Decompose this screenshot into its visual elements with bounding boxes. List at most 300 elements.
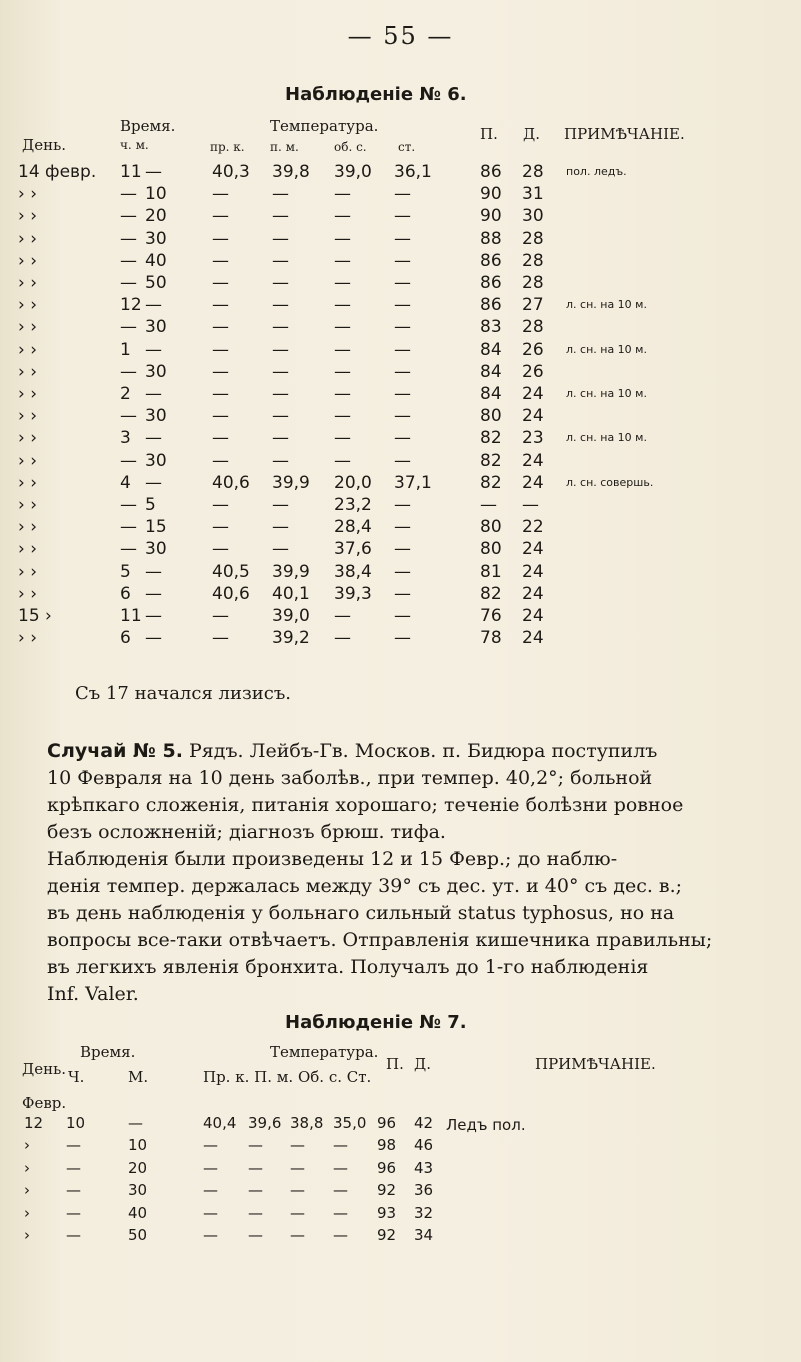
breath-cell: 22 bbox=[522, 517, 544, 538]
breath-cell: 26 bbox=[522, 361, 544, 382]
axilla-temp-cell: — bbox=[272, 317, 289, 338]
day-cell: › › bbox=[18, 361, 38, 382]
minute-cell: — bbox=[145, 472, 162, 493]
ob-temp-cell: — bbox=[290, 1158, 305, 1177]
rectal-temp-cell: — bbox=[212, 606, 229, 626]
day-cell: 15 › bbox=[18, 606, 52, 626]
text-line bbox=[47, 819, 759, 846]
st-temp-cell: — bbox=[394, 428, 411, 449]
rectal-temp-cell: 40,6 bbox=[212, 583, 250, 604]
st-temp-cell: — bbox=[394, 184, 411, 205]
minute-cell: — bbox=[128, 1114, 143, 1132]
header-temperature-sub: Пр. к. П. м. Об. с. Ст. bbox=[203, 1068, 372, 1086]
hour-cell: 1 bbox=[120, 339, 131, 360]
day-cell: › › bbox=[18, 539, 38, 560]
breath-cell: 28 bbox=[522, 273, 544, 293]
line-text: въ день наблюденія у больнаго сильный status typhosus, но на bbox=[47, 902, 675, 924]
header-temperature: Температура. bbox=[270, 117, 379, 135]
text-line bbox=[47, 900, 759, 927]
breath-cell: 32 bbox=[414, 1203, 434, 1222]
header-pulse: П. bbox=[386, 1055, 404, 1073]
st-temp-cell: — bbox=[394, 317, 411, 338]
minute-cell: 10 bbox=[128, 1136, 148, 1155]
st-temp-cell: — bbox=[333, 1203, 348, 1222]
rectal-temp-cell: — bbox=[203, 1181, 218, 1200]
breath-cell: 28 bbox=[522, 228, 544, 249]
hour-cell: 6 bbox=[120, 583, 131, 604]
hour-cell: — bbox=[120, 273, 137, 293]
day-cell: › › bbox=[18, 428, 38, 449]
hour-cell: — bbox=[120, 250, 137, 271]
minute-cell: 50 bbox=[128, 1226, 148, 1244]
line-text: крѣпкаго сложенія, питанія хорошаго; теченіе болѣзни ровное bbox=[47, 794, 684, 816]
axilla-temp-cell: 39,9 bbox=[272, 561, 310, 582]
minute-cell: — bbox=[145, 162, 162, 182]
pulse-cell: 84 bbox=[480, 384, 502, 404]
pulse-cell: 82 bbox=[480, 428, 502, 449]
rectal-temp-cell: — bbox=[212, 317, 229, 338]
observation-7-heading: Наблюденіе № 7. bbox=[285, 1012, 467, 1033]
rectal-temp-cell: — bbox=[212, 206, 229, 227]
axilla-temp-cell: — bbox=[272, 384, 289, 404]
day-cell: › › bbox=[18, 628, 38, 649]
breath-cell: 28 bbox=[522, 317, 544, 338]
minute-cell: 20 bbox=[145, 206, 167, 227]
day-cell: › › bbox=[18, 206, 38, 227]
text-line bbox=[47, 981, 759, 1008]
text-line bbox=[47, 927, 759, 954]
minute-cell: 40 bbox=[145, 250, 167, 271]
breath-cell: 30 bbox=[522, 206, 544, 227]
pulse-cell: 86 bbox=[480, 273, 502, 293]
pulse-cell: 86 bbox=[480, 295, 502, 316]
minute-cell: 30 bbox=[145, 361, 167, 382]
ob-temp-cell: — bbox=[334, 406, 351, 427]
rectal-temp-cell: 40,5 bbox=[212, 561, 250, 582]
line-text: Inf. Valer. bbox=[47, 983, 139, 1005]
hour-cell: — bbox=[120, 517, 137, 538]
ob-temp-cell: — bbox=[334, 295, 351, 316]
note-cell: л. сн. совершь. bbox=[566, 475, 654, 489]
breath-cell: — bbox=[522, 495, 539, 515]
axilla-temp-cell: — bbox=[272, 517, 289, 538]
axilla-temp-cell: — bbox=[272, 361, 289, 382]
breath-cell: 24 bbox=[522, 583, 544, 604]
day-cell: 14 февр. bbox=[18, 162, 97, 182]
hour-cell: — bbox=[66, 1158, 81, 1177]
axilla-temp-cell: 40,1 bbox=[272, 583, 310, 604]
minute-cell: — bbox=[145, 606, 162, 626]
st-temp-cell: — bbox=[394, 583, 411, 604]
case-5-text bbox=[47, 738, 759, 1008]
header-month: Февр. bbox=[22, 1094, 67, 1112]
day-cell: › bbox=[24, 1158, 30, 1177]
line-text: безъ осложненій; діагнозъ брюш. тифа. bbox=[47, 821, 446, 843]
pulse-cell: 86 bbox=[480, 162, 502, 182]
minute-cell: 40 bbox=[128, 1203, 148, 1222]
hour-cell: — bbox=[120, 450, 137, 471]
day-cell: › › bbox=[18, 273, 38, 293]
rectal-temp-cell: — bbox=[212, 339, 229, 360]
axilla-temp-cell: — bbox=[272, 406, 289, 427]
note-cell: л. сн. на 10 м. bbox=[566, 342, 647, 356]
ob-temp-cell: — bbox=[290, 1226, 305, 1244]
rectal-temp-cell: — bbox=[212, 539, 229, 560]
axilla-temp-cell: — bbox=[248, 1136, 263, 1155]
header-rectal: пр. к. bbox=[210, 140, 245, 154]
day-cell: › › bbox=[18, 517, 38, 538]
minute-cell: 5 bbox=[145, 495, 156, 515]
hour-cell: — bbox=[120, 317, 137, 338]
text-line bbox=[47, 765, 759, 792]
pulse-cell: — bbox=[480, 495, 497, 515]
header-day: День. bbox=[22, 1060, 67, 1078]
ob-temp-cell: — bbox=[290, 1136, 305, 1155]
day-cell: › › bbox=[18, 495, 38, 515]
axilla-temp-cell: — bbox=[272, 495, 289, 515]
hour-cell: — bbox=[66, 1203, 81, 1222]
hour-cell: — bbox=[120, 406, 137, 427]
pulse-cell: 96 bbox=[377, 1114, 397, 1132]
minute-cell: — bbox=[145, 295, 162, 316]
rectal-temp-cell: — bbox=[212, 517, 229, 538]
hour-cell: 11 bbox=[120, 162, 142, 182]
axilla-temp-cell: 39,2 bbox=[272, 628, 310, 649]
minute-cell: — bbox=[145, 428, 162, 449]
minute-cell: 30 bbox=[145, 539, 167, 560]
hour-cell: — bbox=[66, 1136, 81, 1155]
rectal-temp-cell: — bbox=[212, 384, 229, 404]
ob-temp-cell: — bbox=[334, 206, 351, 227]
day-cell: › bbox=[24, 1226, 30, 1244]
axilla-temp-cell: — bbox=[272, 250, 289, 271]
minute-cell: — bbox=[145, 628, 162, 649]
text-line bbox=[47, 954, 759, 981]
ob-temp-cell: — bbox=[334, 250, 351, 271]
day-cell: › › bbox=[18, 295, 38, 316]
minute-cell: 30 bbox=[145, 317, 167, 338]
minute-cell: 30 bbox=[145, 450, 167, 471]
st-temp-cell: — bbox=[394, 361, 411, 382]
st-temp-cell: — bbox=[394, 606, 411, 626]
breath-cell: 24 bbox=[522, 384, 544, 404]
axilla-temp-cell: 39,8 bbox=[272, 162, 310, 182]
header-breath: Д. bbox=[523, 125, 540, 143]
axilla-temp-cell: — bbox=[272, 206, 289, 227]
pulse-cell: 93 bbox=[377, 1203, 397, 1222]
rectal-temp-cell: 40,4 bbox=[203, 1114, 237, 1132]
st-temp-cell: — bbox=[333, 1181, 348, 1200]
st-temp-cell: — bbox=[333, 1226, 348, 1244]
rectal-temp-cell: — bbox=[212, 295, 229, 316]
minute-cell: 15 bbox=[145, 517, 167, 538]
text-line bbox=[47, 738, 759, 765]
pulse-cell: 92 bbox=[377, 1226, 397, 1244]
pulse-cell: 81 bbox=[480, 561, 502, 582]
page-number: — 55 — bbox=[347, 22, 454, 50]
breath-cell: 24 bbox=[522, 406, 544, 427]
pulse-cell: 82 bbox=[480, 583, 502, 604]
header-notes: ПРИМѢЧАНІЕ. bbox=[535, 1055, 656, 1073]
pulse-cell: 88 bbox=[480, 228, 502, 249]
pulse-cell: 90 bbox=[480, 206, 502, 227]
ob-temp-cell: — bbox=[290, 1203, 305, 1222]
hour-cell: 12 bbox=[120, 295, 142, 316]
st-temp-cell: — bbox=[394, 273, 411, 293]
rectal-temp-cell: — bbox=[203, 1136, 218, 1155]
axilla-temp-cell: — bbox=[272, 428, 289, 449]
pulse-cell: 82 bbox=[480, 450, 502, 471]
axilla-temp-cell: — bbox=[248, 1181, 263, 1200]
line-text: въ легкихъ явленія бронхита. Получалъ до 1-го наблюденія bbox=[47, 956, 649, 978]
pulse-cell: 82 bbox=[480, 472, 502, 493]
ob-temp-cell: — bbox=[334, 273, 351, 293]
ob-temp-cell: — bbox=[334, 184, 351, 205]
ob-temp-cell: — bbox=[334, 628, 351, 649]
minute-cell: 10 bbox=[145, 184, 167, 205]
ob-temp-cell: 39,3 bbox=[334, 583, 372, 604]
st-temp-cell: — bbox=[394, 295, 411, 316]
hour-cell: 10 bbox=[66, 1114, 86, 1132]
rectal-temp-cell: — bbox=[212, 628, 229, 649]
day-cell: 12 bbox=[24, 1114, 44, 1132]
st-temp-cell: — bbox=[394, 628, 411, 649]
breath-cell: 26 bbox=[522, 339, 544, 360]
axilla-temp-cell: 39,0 bbox=[272, 606, 310, 626]
ob-temp-cell: — bbox=[334, 339, 351, 360]
line-text: 10 Февраля на 10 день заболѣв., при темпер. 40,2°; больной bbox=[47, 767, 653, 789]
case-title: Случай № 5. bbox=[47, 740, 183, 762]
st-temp-cell: — bbox=[394, 384, 411, 404]
ob-temp-cell: — bbox=[334, 450, 351, 471]
text-line bbox=[47, 846, 759, 873]
ob-temp-cell: 20,0 bbox=[334, 472, 372, 493]
ob-temp-cell: — bbox=[334, 317, 351, 338]
ob-temp-cell: — bbox=[334, 384, 351, 404]
pulse-cell: 78 bbox=[480, 628, 502, 649]
day-cell: › › bbox=[18, 250, 38, 271]
axilla-temp-cell: — bbox=[272, 295, 289, 316]
day-cell: › bbox=[24, 1181, 30, 1200]
rectal-temp-cell: 40,6 bbox=[212, 472, 250, 493]
pulse-cell: 92 bbox=[377, 1181, 397, 1200]
ob-temp-cell: 38,4 bbox=[334, 561, 372, 582]
axilla-temp-cell: — bbox=[272, 339, 289, 360]
ob-temp-cell: — bbox=[334, 361, 351, 382]
axilla-temp-cell: 39,6 bbox=[248, 1114, 282, 1132]
header-hour: Ч. bbox=[68, 1068, 85, 1086]
breath-cell: 34 bbox=[414, 1226, 434, 1244]
ob-temp-cell: — bbox=[334, 228, 351, 249]
pulse-cell: 96 bbox=[377, 1158, 397, 1177]
note-cell: Ледъ пол. bbox=[446, 1116, 526, 1134]
day-cell: › › bbox=[18, 472, 38, 493]
minute-cell: 30 bbox=[128, 1181, 148, 1200]
day-cell: › › bbox=[18, 450, 38, 471]
breath-cell: 24 bbox=[522, 628, 544, 649]
hour-cell: — bbox=[120, 539, 137, 560]
axilla-temp-cell: — bbox=[248, 1226, 263, 1244]
rectal-temp-cell: — bbox=[212, 428, 229, 449]
breath-cell: 31 bbox=[522, 184, 544, 205]
hour-cell: — bbox=[120, 495, 137, 515]
breath-cell: 28 bbox=[522, 250, 544, 271]
pulse-cell: 90 bbox=[480, 184, 502, 205]
note-cell: пол. ледъ. bbox=[566, 165, 627, 178]
axilla-temp-cell: — bbox=[248, 1158, 263, 1177]
rectal-temp-cell: — bbox=[212, 273, 229, 293]
breath-cell: 24 bbox=[522, 450, 544, 471]
st-temp-cell: — bbox=[394, 339, 411, 360]
rectal-temp-cell: — bbox=[212, 361, 229, 382]
header-st: ст. bbox=[398, 140, 416, 154]
header-ob: об. с. bbox=[334, 140, 367, 154]
ob-temp-cell: 39,0 bbox=[334, 162, 372, 182]
hour-cell: 4 bbox=[120, 472, 131, 493]
observation-6-heading: Наблюденіе № 6. bbox=[285, 84, 467, 105]
header-time: Время. bbox=[120, 117, 176, 135]
header-axilla: п. м. bbox=[270, 140, 299, 154]
axilla-temp-cell: — bbox=[272, 228, 289, 249]
header-minute: М. bbox=[128, 1068, 149, 1086]
minute-cell: — bbox=[145, 339, 162, 360]
hour-cell: — bbox=[66, 1226, 81, 1244]
note-cell: л. сн. на 10 м. bbox=[566, 387, 647, 400]
ob-temp-cell: 37,6 bbox=[334, 539, 372, 560]
st-temp-cell: — bbox=[394, 406, 411, 427]
hour-cell: — bbox=[120, 206, 137, 227]
line-text: вопросы все-таки отвѣчаетъ. Отправленія кишечника правильны; bbox=[47, 929, 713, 951]
day-cell: › › bbox=[18, 406, 38, 427]
minute-cell: 30 bbox=[145, 406, 167, 427]
day-cell: › bbox=[24, 1203, 30, 1222]
line-text: Наблюденія были произведены 12 и 15 Февр.; до наблю- bbox=[47, 848, 618, 870]
breath-cell: 28 bbox=[522, 162, 544, 182]
breath-cell: 46 bbox=[414, 1136, 434, 1155]
pulse-cell: 80 bbox=[480, 539, 502, 560]
pulse-cell: 84 bbox=[480, 361, 502, 382]
breath-cell: 27 bbox=[522, 295, 544, 316]
st-temp-cell: — bbox=[394, 450, 411, 471]
day-cell: › › bbox=[18, 184, 38, 205]
note-cell: л. сн. на 10 м. bbox=[566, 431, 647, 445]
breath-cell: 24 bbox=[522, 472, 544, 493]
minute-cell: — bbox=[145, 384, 162, 404]
hour-cell: 5 bbox=[120, 561, 131, 582]
pulse-cell: 80 bbox=[480, 517, 502, 538]
hour-cell: — bbox=[120, 228, 137, 249]
st-temp-cell: — bbox=[394, 250, 411, 271]
axilla-temp-cell: — bbox=[272, 539, 289, 560]
axilla-temp-cell: — bbox=[248, 1203, 263, 1222]
ob-temp-cell: — bbox=[290, 1181, 305, 1200]
minute-cell: 20 bbox=[128, 1158, 148, 1177]
axilla-temp-cell: — bbox=[272, 273, 289, 293]
ob-temp-cell: — bbox=[334, 606, 351, 626]
hour-cell: — bbox=[120, 361, 137, 382]
breath-cell: 24 bbox=[522, 606, 544, 626]
header-pulse: П. bbox=[480, 125, 498, 143]
minute-cell: — bbox=[145, 583, 162, 604]
st-temp-cell: — bbox=[394, 206, 411, 227]
rectal-temp-cell: — bbox=[212, 184, 229, 205]
breath-cell: 24 bbox=[522, 539, 544, 560]
text-line bbox=[47, 873, 759, 900]
st-temp-cell: 37,1 bbox=[394, 472, 432, 493]
pulse-cell: 80 bbox=[480, 406, 502, 427]
minute-cell: 30 bbox=[145, 228, 167, 249]
ob-temp-cell: 38,8 bbox=[290, 1114, 324, 1132]
pulse-cell: 86 bbox=[480, 250, 502, 271]
rectal-temp-cell: — bbox=[203, 1158, 218, 1177]
axilla-temp-cell: 39,9 bbox=[272, 472, 310, 493]
st-temp-cell: — bbox=[333, 1158, 348, 1177]
ob-temp-cell: 28,4 bbox=[334, 517, 372, 538]
breath-cell: 36 bbox=[414, 1181, 434, 1200]
rectal-temp-cell: — bbox=[203, 1226, 218, 1244]
rectal-temp-cell: 40,3 bbox=[212, 162, 250, 182]
rectal-temp-cell: — bbox=[212, 495, 229, 515]
breath-cell: 24 bbox=[522, 561, 544, 582]
line-text: денія темпер. держалась между 39° съ дес. ут. и 40° съ дес. в.; bbox=[47, 875, 683, 897]
ob-temp-cell: — bbox=[334, 428, 351, 449]
day-cell: › › bbox=[18, 561, 38, 582]
day-cell: › › bbox=[18, 384, 38, 404]
line-text: Рядъ. Лейбъ-Гв. Москов. п. Бидюра поступилъ bbox=[182, 740, 658, 762]
header-time: Время. bbox=[80, 1043, 136, 1061]
st-temp-cell: — bbox=[394, 561, 411, 582]
rectal-temp-cell: — bbox=[203, 1203, 218, 1222]
hour-cell: 2 bbox=[120, 384, 131, 404]
hour-cell: — bbox=[120, 184, 137, 205]
pulse-cell: 83 bbox=[480, 317, 502, 338]
day-cell: › › bbox=[18, 339, 38, 360]
st-temp-cell: — bbox=[394, 228, 411, 249]
rectal-temp-cell: — bbox=[212, 450, 229, 471]
breath-cell: 42 bbox=[414, 1114, 434, 1132]
note-cell: л. сн. на 10 м. bbox=[566, 298, 647, 312]
hour-cell: 3 bbox=[120, 428, 131, 449]
axilla-temp-cell: — bbox=[272, 450, 289, 471]
hour-cell: 6 bbox=[120, 628, 131, 649]
pulse-cell: 84 bbox=[480, 339, 502, 360]
ob-temp-cell: 23,2 bbox=[334, 495, 372, 515]
pulse-cell: 76 bbox=[480, 606, 502, 626]
day-cell: › › bbox=[18, 228, 38, 249]
header-temperature: Температура. bbox=[270, 1043, 379, 1061]
observation-6-footer: Съ 17 начался лизисъ. bbox=[75, 683, 292, 704]
minute-cell: 50 bbox=[145, 273, 167, 293]
day-cell: › › bbox=[18, 317, 38, 338]
axilla-temp-cell: — bbox=[272, 184, 289, 205]
st-temp-cell: 36,1 bbox=[394, 162, 432, 182]
day-cell: › › bbox=[18, 583, 38, 604]
hour-cell: — bbox=[66, 1181, 81, 1200]
header-breath: Д. bbox=[414, 1055, 431, 1073]
header-notes: ПРИМѢЧАНІЕ. bbox=[564, 125, 685, 143]
rectal-temp-cell: — bbox=[212, 228, 229, 249]
header-time-sub: ч. м. bbox=[120, 138, 149, 152]
rectal-temp-cell: — bbox=[212, 406, 229, 427]
day-cell: › bbox=[24, 1136, 30, 1155]
breath-cell: 23 bbox=[522, 428, 544, 449]
minute-cell: — bbox=[145, 561, 162, 582]
st-temp-cell: — bbox=[394, 517, 411, 538]
st-temp-cell: — bbox=[394, 539, 411, 560]
text-line bbox=[47, 792, 759, 819]
pulse-cell: 98 bbox=[377, 1136, 397, 1155]
rectal-temp-cell: — bbox=[212, 250, 229, 271]
